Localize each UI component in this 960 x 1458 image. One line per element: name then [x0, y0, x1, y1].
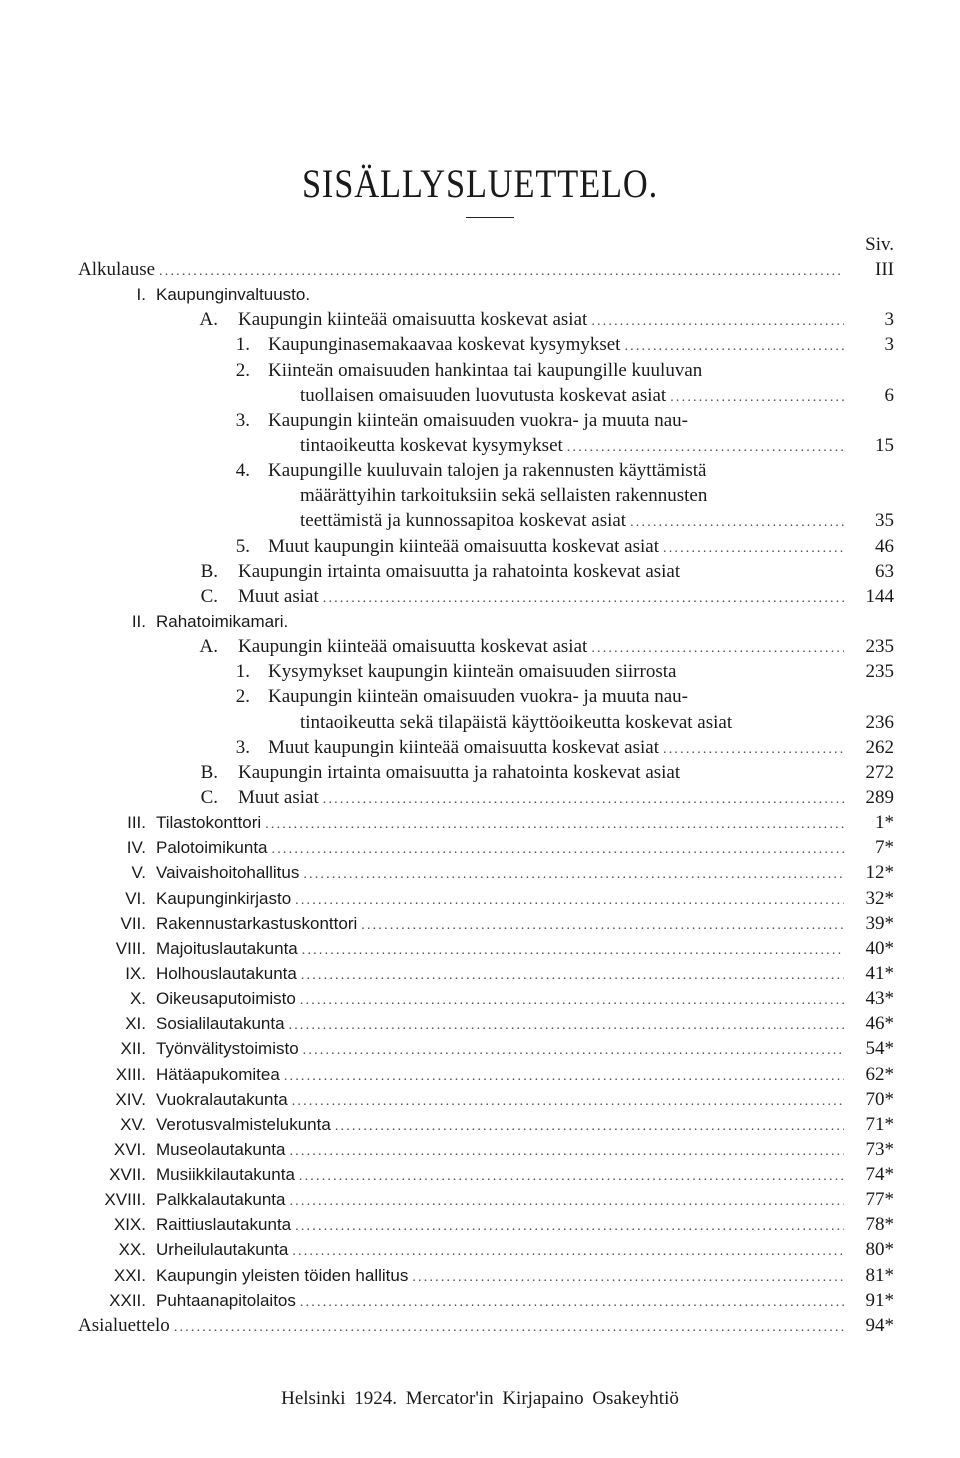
toc-entry-number: XXII. — [109, 1290, 146, 1310]
toc-entry-page: 289 — [865, 786, 894, 808]
toc-entry-page: 41* — [865, 962, 894, 984]
toc-entry — [0, 886, 960, 911]
toc-entry-number: 5. — [235, 535, 250, 557]
toc-entry-page: 12* — [865, 862, 894, 884]
dot-leader — [295, 1214, 844, 1239]
toc-entry-title: Tilastokonttori — [156, 813, 262, 833]
toc-entry-number: B. — [200, 761, 218, 783]
dot-leader — [292, 1089, 844, 1114]
dot-leader — [301, 963, 844, 988]
dot-leader — [159, 259, 844, 284]
toc-entry-title: Puhtaanapitolaitos — [156, 1290, 296, 1310]
toc-entry-number: XIV. — [115, 1089, 146, 1109]
dot-leader — [272, 837, 844, 862]
toc-entry-title: Muut kaupungin kiinteää omaisuutta koskevat asiat — [268, 736, 660, 758]
dot-leader — [289, 1189, 844, 1214]
toc-entry-title: tintaoikeutta sekä tilapäistä käyttöoikeutta koskevat asiat — [300, 711, 733, 733]
toc-entry-page: 78* — [865, 1214, 894, 1236]
toc-entry — [0, 936, 960, 961]
toc-entry — [0, 1313, 960, 1338]
toc-entry-page: 262 — [865, 736, 894, 758]
toc-entry — [0, 659, 960, 684]
toc-entry-number: XII. — [120, 1039, 146, 1059]
toc-entry-number: XIX. — [113, 1215, 146, 1235]
toc-entry-title: Työnvälitystoimisto — [156, 1039, 299, 1059]
toc-entry-page: 46 — [875, 535, 894, 557]
toc-entry — [0, 1036, 960, 1061]
toc-entry-title: Vaivaishoitohallitus — [156, 863, 300, 883]
toc-entry-page: 91* — [865, 1289, 894, 1311]
dot-leader — [295, 888, 844, 913]
toc-entry — [0, 332, 960, 357]
toc-entry-title: Kaupungin kiinteän omaisuuden vuokra- ja muuta nau- — [268, 686, 689, 708]
toc-entry — [0, 383, 960, 408]
toc-entry-title: teettämistä ja kunnossapitoa koskevat asiat — [300, 510, 627, 532]
dot-leader — [663, 536, 844, 561]
title-divider — [466, 217, 514, 218]
toc-entry-page: III — [875, 259, 894, 280]
toc-entry-title: Alkulause — [78, 259, 156, 280]
toc-entry-page: 235 — [865, 661, 894, 683]
toc-entry-page: 73* — [865, 1138, 894, 1160]
toc-entry-title: Muut asiat — [238, 786, 319, 808]
toc-entry — [0, 1263, 960, 1288]
toc-entry-page: 235 — [865, 636, 894, 658]
toc-entry-page: 54* — [865, 1038, 894, 1060]
toc-entry-number: IX. — [125, 963, 146, 983]
toc-entry — [0, 508, 960, 533]
toc-entry-page: 40* — [865, 937, 894, 959]
toc-entry-page: 236 — [865, 711, 894, 733]
toc-entry-number: 4. — [235, 460, 250, 482]
dot-leader — [265, 812, 844, 837]
toc-entry-title: Kysymykset kaupungin kiinteän omaisuuden siirrosta — [268, 661, 677, 683]
toc-entry-number: C. — [200, 585, 218, 607]
dot-leader — [289, 1013, 844, 1038]
toc-entry-page: 94* — [865, 1314, 894, 1336]
toc-entry-title: Majoituslautakunta — [156, 938, 298, 958]
toc-entry-title: Kiinteän omaisuuden hankintaa tai kaupungille kuuluvan — [268, 359, 703, 381]
toc-entry-title: Muut asiat — [238, 585, 319, 607]
toc-entry-title: Kaupunginkirjasto — [156, 888, 292, 908]
toc-entry-page: 62* — [865, 1063, 894, 1085]
toc-entry — [0, 458, 960, 483]
toc-entry — [0, 282, 960, 307]
toc-entry — [0, 911, 960, 936]
toc-entry-number: V. — [131, 863, 146, 883]
dot-leader — [303, 862, 844, 887]
toc-entry-number: II. — [131, 611, 146, 631]
dot-leader — [323, 586, 844, 611]
table-of-contents — [0, 257, 960, 1338]
imprint-footer: Helsinki 1924. Mercator'in Kirjapaino Osakeyhtiö — [281, 1388, 679, 1409]
toc-entry — [0, 760, 960, 785]
toc-entry-title: Palotoimikunta — [156, 838, 268, 858]
toc-entry-number: XVIII. — [104, 1190, 146, 1210]
toc-entry-number: 1. — [235, 334, 250, 356]
toc-entry-title: Verotusvalmistelukunta — [156, 1114, 331, 1134]
toc-entry-title: Rakennustarkastuskonttori — [156, 913, 358, 933]
toc-entry — [0, 358, 960, 383]
dot-leader — [591, 309, 844, 334]
toc-entry-number: I. — [136, 285, 146, 305]
toc-entry-number: XX. — [118, 1240, 146, 1260]
toc-entry — [0, 1162, 960, 1187]
dot-leader — [591, 636, 844, 661]
toc-entry-page: 3 — [884, 309, 894, 331]
toc-entry-title: tintaoikeutta koskevat kysymykset — [300, 434, 563, 456]
toc-entry-page: 70* — [865, 1088, 894, 1110]
toc-entry — [0, 1288, 960, 1313]
dot-leader — [302, 938, 844, 963]
toc-entry — [0, 634, 960, 659]
toc-entry — [0, 257, 960, 282]
toc-entry — [0, 986, 960, 1011]
dot-leader — [624, 334, 844, 359]
toc-entry-page: 46* — [865, 1013, 894, 1035]
toc-entry — [0, 735, 960, 760]
toc-entry-number: 3. — [235, 409, 250, 431]
toc-entry-number: XV. — [120, 1114, 146, 1134]
toc-entry-page: 74* — [865, 1164, 894, 1186]
toc-entry — [0, 1087, 960, 1112]
toc-entry-number: X. — [129, 989, 146, 1009]
dot-leader — [303, 1038, 844, 1063]
page-title: SISÄLLYSLUETTELO. — [301, 161, 659, 206]
toc-entry-number: VII. — [120, 913, 146, 933]
toc-entry-number: XVII. — [109, 1165, 146, 1185]
toc-entry-page: 272 — [865, 761, 894, 783]
toc-entry-number: VI. — [125, 888, 146, 908]
dot-leader — [670, 385, 844, 410]
toc-entry-title: Muut kaupungin kiinteää omaisuutta koskevat asiat — [268, 535, 660, 557]
dot-leader — [663, 737, 844, 762]
toc-entry — [0, 433, 960, 458]
dot-leader — [284, 1064, 844, 1089]
page-column-header: Siv. — [865, 234, 894, 255]
toc-entry-title: Kaupungin yleisten töiden hallitus — [156, 1265, 409, 1285]
toc-entry — [0, 584, 960, 609]
toc-entry-title: Kaupungin kiinteää omaisuutta koskevat asiat — [238, 636, 588, 658]
toc-entry-title: Kaupungin irtainta omaisuutta ja rahatointa koskevat asiat — [238, 560, 681, 582]
toc-entry-page: 3 — [884, 334, 894, 356]
dot-leader — [335, 1114, 844, 1139]
toc-entry-page: 80* — [865, 1239, 894, 1261]
toc-entry-number: IV. — [126, 838, 146, 858]
toc-entry — [0, 1187, 960, 1212]
toc-entry-page: 32* — [865, 887, 894, 909]
toc-entry-page: 81* — [865, 1264, 894, 1286]
toc-entry — [0, 534, 960, 559]
toc-entry — [0, 1237, 960, 1262]
toc-entry — [0, 785, 960, 810]
toc-entry-number: XI. — [125, 1014, 146, 1034]
toc-entry-title: Musiikkilautakunta — [156, 1165, 295, 1185]
toc-entry-page: 15 — [875, 434, 894, 456]
toc-entry-number: III. — [127, 813, 146, 833]
toc-entry — [0, 408, 960, 433]
dot-leader — [567, 435, 844, 460]
toc-entry — [0, 810, 960, 835]
toc-entry — [0, 483, 960, 508]
toc-entry — [0, 835, 960, 860]
toc-entry — [0, 307, 960, 332]
dot-leader — [630, 510, 844, 535]
toc-entry-number: B. — [200, 560, 218, 582]
toc-entry-number: 3. — [235, 736, 250, 758]
dot-leader — [300, 988, 844, 1013]
toc-entry-number: 2. — [235, 359, 250, 381]
toc-entry-title: Kaupungin kiinteän omaisuuden vuokra- ja muuta nau- — [268, 409, 689, 431]
toc-entry — [0, 1062, 960, 1087]
dot-leader — [361, 913, 844, 938]
dot-leader — [289, 1139, 844, 1164]
toc-entry-page: 71* — [865, 1113, 894, 1135]
dot-leader — [292, 1239, 844, 1264]
toc-entry-number: XVI. — [113, 1139, 146, 1159]
toc-entry-number: A. — [199, 636, 218, 658]
toc-entry-title: määrättyihin tarkoituksiin sekä sellaisten rakennusten — [300, 485, 708, 507]
toc-entry-title: Urheilulautakunta — [156, 1240, 289, 1260]
toc-entry — [0, 961, 960, 986]
toc-entry-title: Kaupungille kuuluvain talojen ja rakennusten käyttämistä — [268, 460, 707, 482]
toc-entry-page: 7* — [875, 837, 894, 859]
toc-entry-title: Kaupungin irtainta omaisuutta ja rahatointa koskevat asiat — [238, 761, 681, 783]
toc-entry-number: VIII. — [115, 938, 146, 958]
toc-entry-number: 2. — [235, 686, 250, 708]
toc-entry-page: 35 — [875, 510, 894, 532]
toc-entry-page: 144 — [865, 585, 894, 607]
toc-entry — [0, 609, 960, 634]
dot-leader — [300, 1290, 844, 1315]
toc-entry-page: 63 — [875, 560, 894, 582]
toc-entry-title: Kaupunginasemakaavaa koskevat kysymykset — [268, 334, 621, 356]
toc-entry — [0, 1212, 960, 1237]
toc-entry — [0, 559, 960, 584]
toc-entry-title: Hätäapukomitea — [156, 1064, 280, 1084]
toc-entry-number: C. — [200, 786, 218, 808]
toc-entry — [0, 684, 960, 709]
toc-entry-number: XIII. — [115, 1064, 146, 1084]
toc-entry — [0, 1011, 960, 1036]
toc-entry — [0, 1137, 960, 1162]
toc-entry — [0, 1112, 960, 1137]
toc-entry-title: Kaupunginvaltuusto. — [156, 285, 311, 305]
toc-entry-title: Kaupungin kiinteää omaisuutta koskevat asiat — [238, 309, 588, 331]
toc-entry — [0, 710, 960, 735]
dot-leader — [174, 1315, 844, 1340]
toc-entry-page: 6 — [884, 384, 894, 406]
toc-entry-number: 1. — [235, 661, 250, 683]
toc-entry-page: 39* — [865, 912, 894, 934]
toc-entry-number: A. — [199, 309, 218, 331]
toc-entry-title: Oikeusaputoimisto — [156, 989, 296, 1009]
toc-entry-number: XXI. — [113, 1265, 146, 1285]
toc-entry-page: 77* — [865, 1189, 894, 1211]
toc-entry-title: Palkkalautakunta — [156, 1190, 286, 1210]
toc-entry-title: Museolautakunta — [156, 1139, 286, 1159]
toc-entry-title: Rahatoimikamari. — [156, 611, 289, 631]
toc-entry-title: Holhouslautakunta — [156, 963, 297, 983]
toc-entry-page: 43* — [865, 988, 894, 1010]
toc-entry-title: Vuokralautakunta — [156, 1089, 288, 1109]
toc-entry-title: Sosialilautakunta — [156, 1014, 285, 1034]
toc-entry-page: 1* — [875, 812, 894, 834]
toc-entry-title: tuollaisen omaisuuden luovutusta koskevat asiat — [300, 384, 667, 406]
dot-leader — [323, 787, 844, 812]
toc-entry-title: Raittiuslautakunta — [156, 1215, 292, 1235]
dot-leader — [412, 1265, 844, 1290]
toc-entry — [0, 860, 960, 885]
toc-entry-title: Asialuettelo — [78, 1314, 170, 1336]
dot-leader — [299, 1164, 844, 1189]
